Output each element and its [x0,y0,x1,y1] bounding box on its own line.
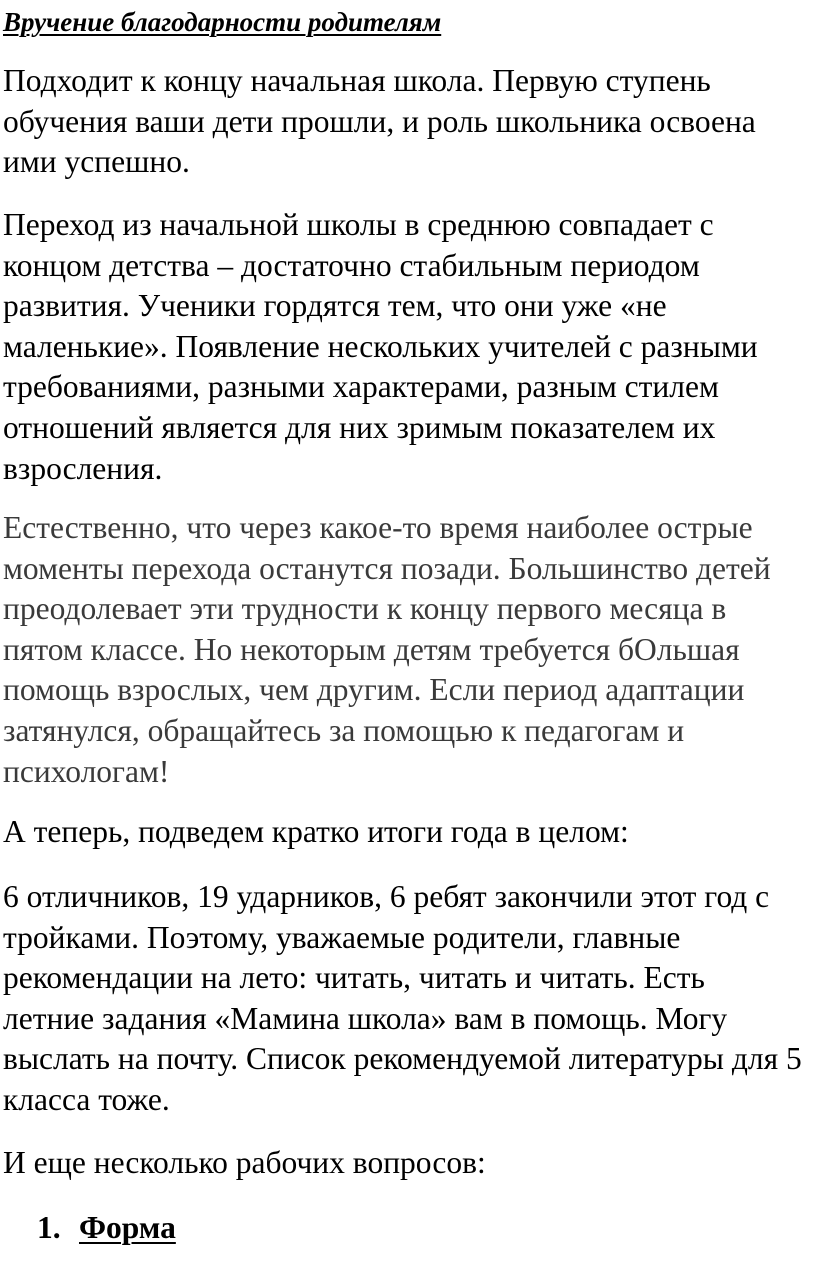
list-item-number: 1. [37,1210,61,1245]
paragraph-working-questions: И еще несколько рабочих вопросов: [3,1145,486,1180]
list-item-text: Форма [79,1210,176,1245]
document-heading: Вручение благодарности родителям [3,7,442,37]
paragraph-summary-intro: А теперь, подведем кратко итоги года в целом: [3,814,629,849]
paragraph-school-end: Подходит к концу начальная школа. Первую ступень обучения ваши дети прошли, и роль школьника освоена ими успешно. [3,63,756,180]
paragraph-year-results: 6 отличников, 19 ударников, 6 ребят закончили этот год с тройками. Поэтому, уважаемые родители, главные рекомендации на лето: читать, читать и читать. Есть летние задания «Мамина школа» вам в помощь. Могу выслать на почту. Список рекомендуемой литературы для 5 класса тоже. [3,879,802,1117]
paragraph-adaptation: Естественно, что через какое-то время наиболее острые моменты перехода останутся позади. Большинство детей преодолевает эти трудности к концу первого месяца в пятом классе. Но некоторым детям требуется бОльшая помощь взрослых, чем другим. Если период адаптации затянулся, обращайтесь за помощью к педагогам и психологам! [3,510,771,789]
paragraph-transition: Переход из начальной школы в среднюю совпадает с концом детства – достаточно стабильным периодом развития. Ученики гордятся тем, что они уже «не маленькие». Появление нескольких учителей с разными требованиями, разными характерами, разным стилем отношений является для них зримым показателем их взросления. [3,207,758,486]
list-item [37,1208,176,1248]
